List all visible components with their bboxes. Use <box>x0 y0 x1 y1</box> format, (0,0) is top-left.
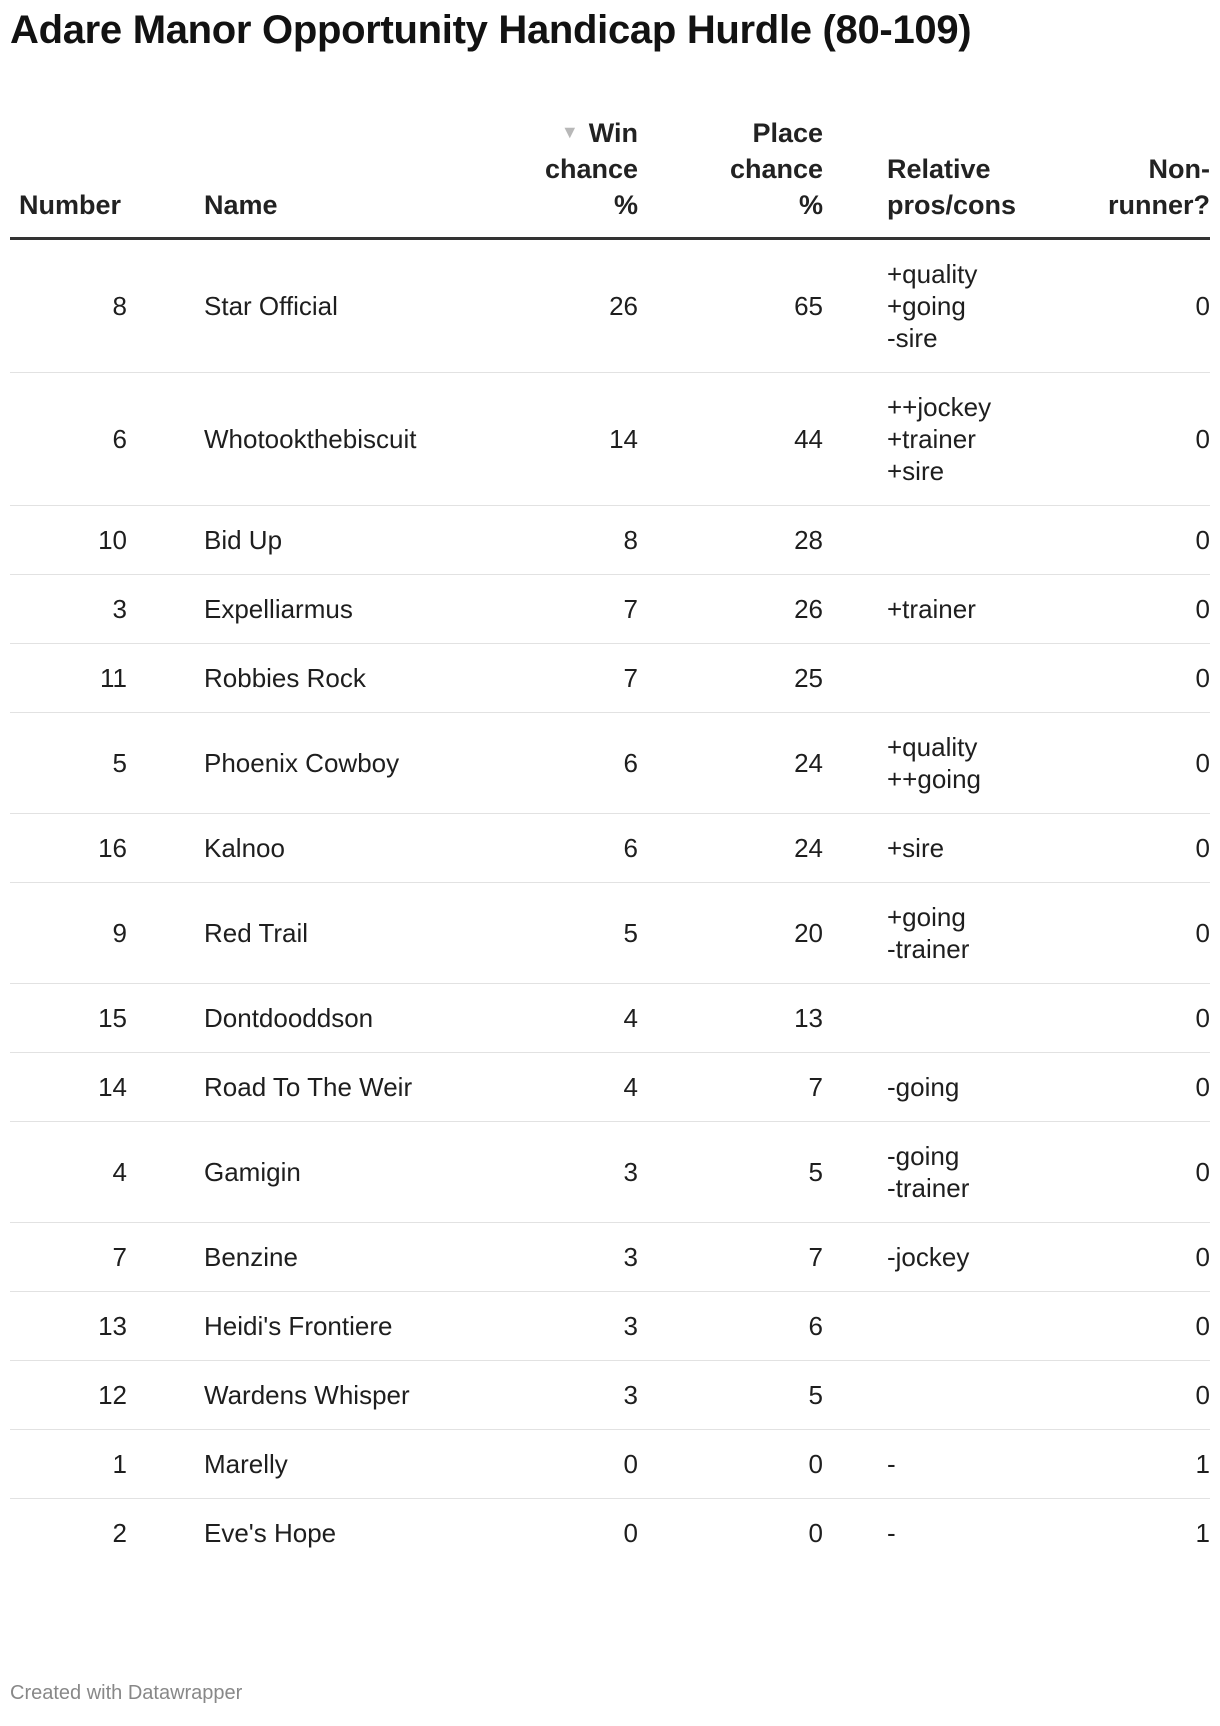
cell-nonrunner: 0 <box>1008 505 1210 574</box>
cell-nonrunner: 0 <box>1008 1291 1210 1360</box>
cell-name: Heidi's Frontiere <box>168 1291 488 1360</box>
cell-relative <box>823 983 1008 1052</box>
cell-number: 3 <box>10 574 168 643</box>
cell-relative <box>823 238 1008 372</box>
table-row <box>10 372 1210 505</box>
cell-win-chance: 6 <box>488 813 638 882</box>
cell-win-chance: 8 <box>488 505 638 574</box>
cell-place-chance: 0 <box>808 1517 823 1548</box>
table-header <box>10 112 1210 238</box>
cell-nonrunner: 0 <box>1008 882 1210 983</box>
relative-item: -going <box>887 1140 960 1171</box>
cell-relative <box>823 712 1008 813</box>
cell-win-chance: 7 <box>488 643 638 712</box>
table-row <box>10 1291 1210 1360</box>
cell-name: Benzine <box>168 1222 488 1291</box>
cell-number: 16 <box>10 813 168 882</box>
cell-relative <box>823 1360 1008 1429</box>
table-row <box>10 238 1210 372</box>
cell-name: Dontdooddson <box>168 983 488 1052</box>
cell-place-chance: 24 <box>638 813 823 882</box>
cell-place-chance: 7 <box>638 1052 823 1121</box>
column-header-name[interactable] <box>168 112 488 238</box>
cell-nonrunner: 0 <box>1008 574 1210 643</box>
header-row <box>10 112 1210 238</box>
relative-item: +quality <box>887 258 978 289</box>
relative-item: +trainer <box>887 423 976 454</box>
footer-credit[interactable]: Created with Datawrapper <box>10 1682 243 1704</box>
cell-number: 1 <box>10 1429 168 1498</box>
cell-nonrunner: 0 <box>1008 1360 1210 1429</box>
column-header-win-line3: % <box>613 189 638 220</box>
column-header-relative-line2: pros/cons <box>887 189 1017 220</box>
cell-place-chance: 26 <box>638 574 823 643</box>
column-header-place-line3: % <box>798 189 823 220</box>
cell-name: Marelly <box>168 1429 488 1498</box>
table-row <box>10 1429 1210 1498</box>
cell-number: 14 <box>10 1052 168 1121</box>
cell-place-chance: 0 <box>638 1429 823 1498</box>
chart-title: Adare Manor Opportunity Handicap Hurdle (80-109) <box>10 8 972 52</box>
relative-item: -sire <box>887 322 938 353</box>
column-header-nonrunner[interactable] <box>1008 112 1210 238</box>
cell-number: 4 <box>10 1121 168 1222</box>
column-header-name-label: Name <box>204 189 278 220</box>
cell-relative <box>823 372 1008 505</box>
relative-item: +trainer <box>887 593 976 624</box>
cell-relative <box>823 1121 1008 1222</box>
relative-item: ++jockey <box>887 391 992 422</box>
cell-place-chance: 5 <box>638 1121 823 1222</box>
cell-relative <box>823 1291 1008 1360</box>
cell-place-chance: 65 <box>638 238 823 372</box>
cell-place-chance: 24 <box>638 712 823 813</box>
cell-name: Robbies Rock <box>168 643 488 712</box>
cell-nonrunner: 0 <box>1008 813 1210 882</box>
cell-nonrunner: 0 <box>1008 983 1210 1052</box>
table-row <box>10 712 1210 813</box>
cell-relative <box>823 1498 1008 1567</box>
relative-item: +going <box>887 901 966 932</box>
relative-item: +sire <box>887 832 945 863</box>
table-row <box>10 882 1210 983</box>
relative-item: +sire <box>887 455 945 486</box>
cell-name: Whotookthebiscuit <box>168 372 488 505</box>
cell-name: Star Official <box>168 238 488 372</box>
cell-relative <box>823 1429 1008 1498</box>
table-row <box>10 1222 1210 1291</box>
cell-number: 7 <box>10 1222 168 1291</box>
cell-relative <box>823 813 1008 882</box>
relative-item: -going <box>887 1071 960 1102</box>
cell-name: Kalnoo <box>168 813 488 882</box>
cell-win-chance: 3 <box>488 1121 638 1222</box>
cell-win-chance: 7 <box>488 574 638 643</box>
cell-place-chance: 13 <box>638 983 823 1052</box>
cell-win-chance: 0 <box>623 1517 638 1548</box>
column-header-place-line1: Place <box>752 117 823 148</box>
cell-win-chance: 3 <box>488 1222 638 1291</box>
cell-place-chance: 7 <box>638 1222 823 1291</box>
cell-nonrunner: 0 <box>1008 238 1210 372</box>
cell-place-chance: 44 <box>638 372 823 505</box>
sort-descending-icon: ▼ <box>560 121 579 142</box>
table-row <box>10 505 1210 574</box>
cell-relative <box>823 574 1008 643</box>
column-header-number-label: Number <box>19 189 122 220</box>
cell-number: 5 <box>10 712 168 813</box>
cell-win-chance: 4 <box>488 1052 638 1121</box>
cell-nonrunner: 0 <box>1008 1052 1210 1121</box>
cell-number: 10 <box>10 505 168 574</box>
column-header-relative[interactable] <box>823 112 1017 238</box>
cell-place-chance: 28 <box>638 505 823 574</box>
cell-place-chance: 25 <box>638 643 823 712</box>
relative-item: - <box>887 1517 896 1548</box>
cell-win-chance: 3 <box>488 1360 638 1429</box>
cell-number: 8 <box>10 238 168 372</box>
cell-nonrunner: 1 <box>1008 1429 1210 1498</box>
runners-table <box>10 112 1210 1567</box>
relative-item: -jockey <box>887 1241 970 1272</box>
cell-nonrunner: 0 <box>1008 372 1210 505</box>
relative-item: -trainer <box>887 933 970 964</box>
relative-item: - <box>887 1448 896 1479</box>
cell-relative <box>823 882 1008 983</box>
cell-win-chance: 6 <box>488 712 638 813</box>
cell-nonrunner: 0 <box>1008 643 1210 712</box>
cell-name: Red Trail <box>168 882 488 983</box>
cell-number: 13 <box>10 1291 168 1360</box>
relative-item: +going <box>887 290 966 321</box>
table-row <box>10 813 1210 882</box>
cell-nonrunner: 0 <box>1008 712 1210 813</box>
column-header-win-line2: chance <box>544 153 638 184</box>
cell-number: 2 <box>112 1517 127 1548</box>
cell-name: Gamigin <box>168 1121 488 1222</box>
cell-relative <box>823 505 1008 574</box>
table-row <box>10 1360 1210 1429</box>
table-row <box>10 983 1210 1052</box>
cell-win-chance: 3 <box>488 1291 638 1360</box>
table-row <box>10 1498 1210 1567</box>
cell-win-chance: 5 <box>488 882 638 983</box>
cell-win-chance: 14 <box>488 372 638 505</box>
cell-number: 9 <box>10 882 168 983</box>
table-row <box>10 1052 1210 1121</box>
cell-relative <box>823 1052 1008 1121</box>
cell-place-chance: 20 <box>638 882 823 983</box>
cell-place-chance: 6 <box>638 1291 823 1360</box>
column-header-place-chance[interactable] <box>638 112 823 238</box>
table-row <box>10 643 1210 712</box>
cell-number: 6 <box>10 372 168 505</box>
table-row <box>10 574 1210 643</box>
column-header-number[interactable] <box>10 112 168 238</box>
column-header-place-line2: chance <box>729 153 823 184</box>
cell-win-chance: 26 <box>488 238 638 372</box>
column-header-nonrunner-line2: runner? <box>1107 189 1210 220</box>
cell-nonrunner: 0 <box>1008 1121 1210 1222</box>
cell-name: Phoenix Cowboy <box>168 712 488 813</box>
cell-number: 15 <box>10 983 168 1052</box>
cell-win-chance: 0 <box>488 1429 638 1498</box>
cell-name: Bid Up <box>168 505 488 574</box>
relative-item: +quality <box>887 731 978 762</box>
column-header-win-chance[interactable] <box>488 112 638 238</box>
cell-number: 12 <box>10 1360 168 1429</box>
cell-number: 11 <box>10 643 168 712</box>
cell-win-chance: 4 <box>488 983 638 1052</box>
cell-relative <box>823 643 1008 712</box>
cell-name: Expelliarmus <box>168 574 488 643</box>
cell-nonrunner: 1 <box>1195 1517 1210 1548</box>
column-header-nonrunner-line1: Non- <box>1148 153 1210 184</box>
cell-name: Eve's Hope <box>204 1517 337 1548</box>
cell-name: Road To The Weir <box>168 1052 488 1121</box>
cell-nonrunner: 0 <box>1008 1222 1210 1291</box>
cell-place-chance: 5 <box>638 1360 823 1429</box>
column-header-relative-line1: Relative <box>887 153 991 184</box>
relative-item: -trainer <box>887 1172 970 1203</box>
column-header-win-line1: Win <box>588 117 638 148</box>
cell-name: Wardens Whisper <box>168 1360 488 1429</box>
cell-relative <box>823 1222 1008 1291</box>
table-row <box>10 1121 1210 1222</box>
relative-item: ++going <box>887 763 981 794</box>
table-body <box>10 238 1210 1567</box>
